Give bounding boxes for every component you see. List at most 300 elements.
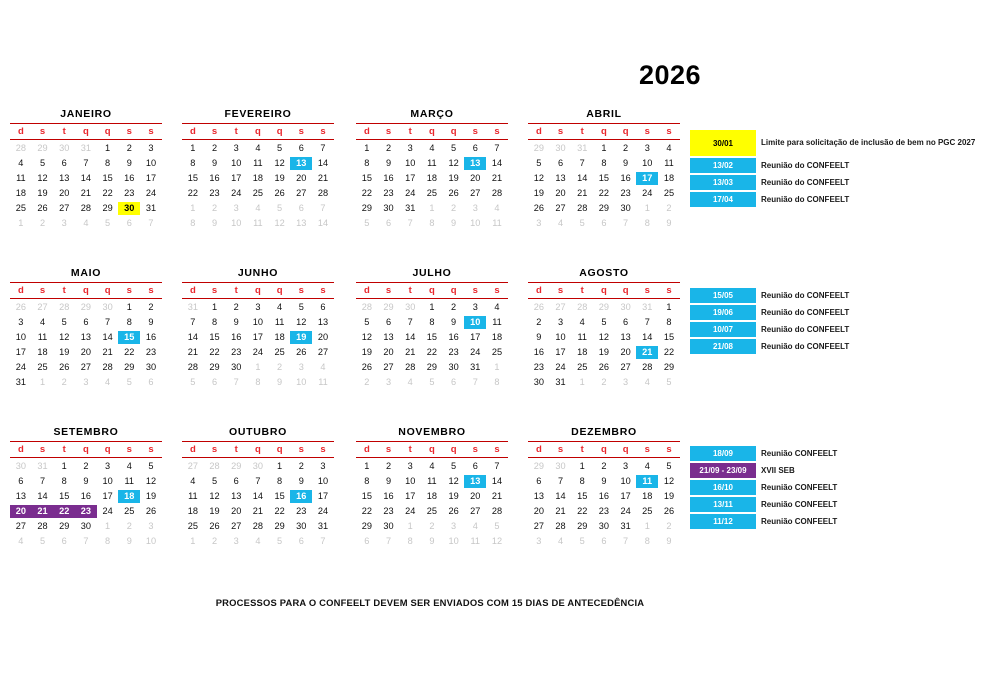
day-cell: 6	[298, 203, 304, 213]
day-cell: 3	[255, 302, 261, 312]
day-cell: 23	[533, 362, 544, 372]
weekday-label: d	[363, 285, 370, 296]
day-cell: 6	[385, 218, 392, 228]
week-row	[10, 346, 162, 359]
day-cell: 2	[666, 203, 672, 213]
day-cell: 11	[188, 491, 198, 501]
weekday-label: s	[644, 126, 650, 137]
day-cell: 27	[555, 203, 566, 213]
day-cell-highlighted: 13	[464, 475, 486, 488]
day-cell: 10	[102, 476, 113, 486]
day-cell: 26	[533, 203, 544, 213]
week-row	[10, 301, 162, 314]
weekday-header-row	[528, 282, 680, 299]
month-title: DEZEMBRO	[571, 426, 637, 438]
day-cell: 20	[231, 506, 242, 516]
day-cell: 28	[15, 143, 26, 153]
day-cell: 30	[15, 461, 26, 471]
day-cell: 12	[663, 476, 675, 486]
day-cell: 27	[231, 521, 242, 531]
day-cell: 6	[83, 317, 89, 327]
day-cell: 27	[383, 362, 394, 372]
week-row	[528, 331, 680, 344]
legend-label: Limite para solicitação de inclusão de bem no PGC 2027	[761, 138, 976, 147]
day-cell-highlighted: 18	[118, 490, 140, 503]
weekday-label: d	[17, 285, 24, 296]
week-row	[182, 187, 334, 200]
week-row	[182, 475, 334, 488]
day-cell: 30	[555, 143, 566, 153]
month-janeiro	[10, 108, 162, 238]
day-cell: 5	[277, 143, 283, 153]
month-title: NOVEMBRO	[398, 426, 466, 438]
week-row	[528, 490, 680, 503]
day-cell: 5	[494, 521, 500, 531]
week-row	[356, 535, 508, 548]
month-outubro	[182, 426, 334, 556]
weekday-label: s	[557, 126, 564, 137]
day-cell: 18	[426, 491, 438, 501]
weekday-label: s	[39, 444, 46, 455]
day-cell: 1	[666, 302, 672, 312]
weekday-label: q	[255, 444, 261, 455]
day-cell-highlighted: 16	[290, 490, 312, 503]
day-cell: 6	[472, 461, 478, 471]
day-cell: 17	[15, 347, 26, 357]
day-cell: 2	[211, 536, 218, 546]
day-cell: 6	[320, 302, 326, 312]
legend-date-chip: 21/09 - 23/09	[690, 463, 756, 478]
day-cell: 11	[37, 332, 48, 342]
week-row	[356, 520, 508, 533]
week-row	[10, 157, 162, 170]
day-cell: 4	[644, 461, 650, 471]
day-cell: 11	[427, 158, 437, 168]
day-cell: 31	[317, 521, 329, 531]
weekday-label: q	[104, 126, 111, 137]
weekday-label: s	[148, 126, 154, 137]
week-row	[528, 535, 680, 548]
day-cell: 31	[145, 203, 157, 213]
day-cell: 9	[277, 377, 283, 387]
day-cell: 26	[145, 506, 157, 516]
day-cell: 3	[83, 377, 89, 387]
day-cell: 28	[361, 302, 372, 312]
day-cell: 2	[601, 461, 607, 471]
day-cell: 23	[448, 347, 459, 357]
weekday-header-row	[528, 123, 680, 140]
day-cell: 30	[296, 521, 307, 531]
day-cell: 20	[80, 347, 92, 357]
day-cell: 24	[405, 506, 416, 516]
weekday-label: q	[601, 126, 607, 137]
day-cell: 30	[620, 203, 631, 213]
weekday-label: t	[408, 444, 412, 455]
day-cell: 2	[536, 317, 542, 327]
day-cell: 6	[364, 536, 370, 546]
week-row	[356, 316, 508, 329]
weekday-label: q	[255, 126, 261, 137]
week-row	[528, 157, 680, 170]
day-cell: 28	[187, 362, 198, 372]
day-cell: 31	[577, 143, 588, 153]
week-row	[528, 142, 680, 155]
legend-item	[690, 463, 837, 478]
day-cell: 29	[598, 203, 610, 213]
month-abril	[528, 108, 680, 238]
day-cell: 2	[61, 377, 67, 387]
week-row	[356, 172, 508, 185]
month-fevereiro	[182, 108, 334, 238]
day-cell: 1	[255, 362, 261, 372]
day-cell: 8	[190, 158, 196, 168]
day-cell: 30	[405, 302, 416, 312]
weekday-label: d	[535, 126, 542, 137]
day-cell: 23	[383, 188, 394, 198]
day-cell: 26	[361, 362, 372, 372]
day-cell: 8	[211, 317, 218, 327]
day-cell: 5	[126, 377, 132, 387]
day-cell: 5	[579, 218, 585, 228]
day-cell: 7	[320, 203, 326, 213]
day-cell: 9	[666, 218, 672, 228]
day-cell: 12	[145, 476, 157, 486]
weekday-label: d	[17, 444, 24, 455]
day-cell: 31	[80, 143, 92, 153]
legend-date-chip: 18/09	[690, 446, 756, 461]
day-cell: 4	[255, 143, 261, 153]
week-row	[182, 376, 334, 389]
day-cell: 11	[577, 332, 587, 342]
day-cell: 11	[124, 476, 135, 486]
weekday-label: q	[276, 444, 283, 455]
week-row	[10, 361, 162, 374]
day-cell: 30	[383, 521, 394, 531]
day-cell-highlighted: 21	[636, 346, 658, 359]
day-cell: 4	[190, 476, 196, 486]
week-row	[182, 301, 334, 314]
day-cell: 29	[37, 143, 48, 153]
weekday-label: s	[298, 444, 304, 455]
day-cell: 29	[102, 203, 113, 213]
day-cell: 1	[190, 536, 196, 546]
day-cell: 1	[407, 521, 413, 531]
week-row	[10, 535, 162, 548]
weekday-label: d	[363, 444, 370, 455]
day-cell: 6	[601, 218, 607, 228]
day-cell: 5	[579, 536, 585, 546]
weekday-label: t	[234, 126, 238, 137]
day-cell: 15	[274, 491, 285, 501]
legend-label: Reunião CONFEELT	[761, 499, 838, 509]
day-cell: 5	[298, 302, 304, 312]
day-cell: 29	[383, 302, 394, 312]
day-cell: 5	[39, 536, 46, 546]
month-title: ABRIL	[586, 108, 622, 120]
legend-date-chip: 13/11	[690, 497, 756, 512]
day-cell: 28	[491, 188, 503, 198]
day-cell: 16	[209, 173, 220, 183]
week-row	[182, 361, 334, 374]
week-row	[528, 217, 680, 230]
weekday-label: s	[39, 126, 46, 137]
weekday-label: q	[429, 126, 435, 137]
day-cell: 16	[448, 332, 459, 342]
legend-date-chip: 21/08	[690, 339, 756, 354]
week-row	[182, 331, 334, 344]
weekday-label: s	[472, 285, 478, 296]
legend-date-chip: 10/07	[690, 322, 756, 337]
weekday-label: q	[83, 126, 89, 137]
day-cell: 22	[124, 347, 135, 357]
day-cell: 3	[407, 143, 413, 153]
day-cell: 31	[555, 377, 566, 387]
day-cell: 7	[105, 317, 111, 327]
day-cell: 11	[492, 317, 502, 327]
day-cell: 23	[124, 188, 135, 198]
month-title: MAIO	[70, 267, 102, 279]
day-cell: 8	[494, 377, 500, 387]
day-cell: 16	[145, 332, 157, 342]
legend-item	[690, 497, 837, 512]
weekday-label: t	[62, 444, 66, 455]
day-cell: 1	[579, 377, 585, 387]
day-cell: 28	[577, 203, 588, 213]
day-cell: 1	[601, 143, 607, 153]
week-row	[356, 490, 508, 503]
day-cell: 10	[296, 377, 307, 387]
weekday-label: t	[234, 444, 238, 455]
day-cell: 17	[252, 332, 264, 342]
legend-group-3	[690, 446, 837, 531]
week-row	[356, 475, 508, 488]
day-cell: 5	[277, 203, 283, 213]
month-title: AGOSTO	[579, 267, 629, 279]
day-cell: 17	[405, 491, 416, 501]
day-cell: 10	[231, 158, 242, 168]
legend-label: Reunião do CONFEELT	[761, 194, 850, 204]
weekday-label: q	[622, 126, 629, 137]
day-cell: 22	[663, 347, 675, 357]
weekday-label: d	[189, 126, 196, 137]
day-cell: 5	[61, 317, 67, 327]
day-cell: 12	[361, 332, 372, 342]
day-cell: 15	[426, 332, 438, 342]
day-cell: 23	[620, 188, 631, 198]
day-cell: 24	[317, 506, 329, 516]
day-cell: 12	[598, 332, 610, 342]
day-cell: 25	[15, 203, 26, 213]
day-cell: 17	[555, 347, 566, 357]
weekday-label: s	[126, 126, 132, 137]
day-cell: 9	[126, 158, 132, 168]
day-cell: 10	[470, 218, 481, 228]
week-row	[356, 331, 508, 344]
weekday-label: s	[211, 126, 218, 137]
week-row	[528, 346, 680, 359]
day-cell: 26	[15, 302, 26, 312]
day-cell: 26	[598, 362, 610, 372]
day-cell: 7	[623, 536, 629, 546]
footer-note: PROCESSOS PARA O CONFEELT DEVEM SER ENVIADOS COM 15 DIAS DE ANTECEDÊNCIA	[215, 597, 645, 608]
day-cell: 16	[383, 491, 394, 501]
day-cell-highlighted: 15	[118, 331, 140, 344]
day-cell: 30	[555, 461, 566, 471]
day-cell: 12	[296, 317, 307, 327]
legend-item	[690, 192, 975, 207]
day-cell: 7	[148, 218, 154, 228]
day-cell: 16	[533, 347, 544, 357]
weekday-label: q	[601, 285, 607, 296]
day-cell: 10	[145, 536, 157, 546]
day-cell: 18	[577, 347, 588, 357]
day-cell: 21	[555, 506, 566, 516]
day-cell: 8	[61, 476, 67, 486]
day-cell: 1	[644, 521, 650, 531]
day-cell: 17	[317, 491, 329, 501]
day-cell: 3	[451, 521, 457, 531]
day-cell: 29	[663, 362, 675, 372]
day-cell: 2	[126, 143, 132, 153]
day-cell: 4	[407, 377, 413, 387]
day-cell: 27	[187, 461, 198, 471]
day-cell: 22	[577, 506, 588, 516]
day-cell: 7	[407, 317, 413, 327]
day-cell: 22	[361, 506, 372, 516]
day-cell: 5	[666, 461, 672, 471]
day-cell: 19	[533, 188, 544, 198]
weekday-label: q	[622, 444, 629, 455]
day-cell: 26	[533, 302, 544, 312]
day-cell: 17	[145, 173, 157, 183]
day-cell: 4	[255, 203, 261, 213]
legend-label: Reunião CONFEELT	[761, 482, 838, 492]
day-cell: 10	[405, 158, 416, 168]
day-cell: 15	[187, 173, 198, 183]
day-cell: 12	[491, 536, 503, 546]
weekday-header-row	[356, 282, 508, 299]
week-row	[10, 202, 162, 215]
day-cell: 4	[126, 461, 132, 471]
day-cell: 11	[16, 173, 26, 183]
day-cell: 1	[105, 143, 111, 153]
day-cell: 29	[231, 461, 242, 471]
day-cell: 4	[320, 362, 326, 372]
day-cell: 2	[298, 461, 304, 471]
day-cell: 15	[577, 491, 588, 501]
day-cell: 18	[663, 173, 675, 183]
day-cell: 30	[145, 362, 157, 372]
legend-item	[690, 514, 837, 529]
week-row	[356, 460, 508, 473]
day-cell-highlighted: 11	[636, 475, 658, 488]
day-cell-highlighted: 20	[10, 505, 32, 518]
weekday-header-row	[356, 123, 508, 140]
weekday-label: s	[298, 285, 304, 296]
month-title: OUTUBRO	[229, 426, 287, 438]
day-cell: 3	[61, 218, 67, 228]
day-cell: 30	[231, 362, 242, 372]
day-cell: 11	[253, 218, 263, 228]
weekday-label: s	[211, 444, 218, 455]
day-cell: 4	[39, 317, 46, 327]
day-cell: 28	[405, 362, 416, 372]
legend-label: XVII SEB	[761, 465, 795, 475]
weekday-header-row	[10, 441, 162, 458]
week-row	[528, 505, 680, 518]
day-cell: 9	[666, 536, 672, 546]
day-cell: 14	[37, 491, 48, 501]
day-cell: 2	[277, 362, 283, 372]
weekday-label: s	[494, 126, 500, 137]
week-row	[528, 172, 680, 185]
weekday-label: s	[148, 444, 154, 455]
day-cell: 20	[296, 173, 307, 183]
day-cell: 4	[472, 521, 478, 531]
month-title: SETEMBRO	[53, 426, 119, 438]
legend-date-chip: 13/03	[690, 175, 756, 190]
day-cell: 23	[209, 188, 220, 198]
legend-label: Reunião do CONFEELT	[761, 324, 850, 334]
day-cell: 26	[37, 203, 48, 213]
day-cell: 17	[102, 491, 113, 501]
day-cell: 7	[579, 158, 585, 168]
day-cell-highlighted: 10	[464, 316, 486, 329]
day-cell: 6	[61, 158, 67, 168]
day-cell: 7	[494, 461, 500, 471]
day-cell: 6	[61, 536, 67, 546]
weekday-label: s	[666, 285, 672, 296]
day-cell: 5	[39, 158, 46, 168]
week-row	[182, 346, 334, 359]
day-cell: 13	[15, 491, 26, 501]
weekday-label: s	[385, 285, 392, 296]
day-cell: 31	[642, 302, 653, 312]
day-cell: 11	[492, 218, 502, 228]
day-cell: 7	[255, 476, 261, 486]
weekday-label: t	[580, 285, 584, 296]
weekday-label: s	[644, 285, 650, 296]
legend-date-chip: 11/12	[690, 514, 756, 529]
week-row	[528, 376, 680, 389]
day-cell: 16	[598, 491, 610, 501]
day-cell: 3	[148, 521, 154, 531]
day-cell: 20	[383, 347, 394, 357]
week-row	[10, 460, 162, 473]
day-cell: 11	[318, 377, 328, 387]
day-cell: 15	[598, 173, 610, 183]
week-row	[10, 520, 162, 533]
day-cell: 18	[642, 491, 653, 501]
day-cell: 13	[533, 491, 544, 501]
day-cell: 28	[317, 188, 329, 198]
day-cell: 24	[231, 188, 242, 198]
weekday-label: s	[126, 444, 132, 455]
weekday-label: s	[148, 285, 154, 296]
weekday-header-row	[356, 441, 508, 458]
day-cell: 18	[491, 332, 503, 342]
day-cell: 26	[663, 506, 675, 516]
week-row	[356, 157, 508, 170]
day-cell: 26	[448, 506, 459, 516]
day-cell: 7	[557, 476, 564, 486]
day-cell: 15	[102, 173, 113, 183]
legend-date-chip: 30/01	[690, 130, 756, 156]
day-cell: 4	[494, 302, 500, 312]
day-cell: 3	[298, 362, 304, 372]
weekday-header-row	[10, 123, 162, 140]
day-cell: 14	[491, 158, 503, 168]
